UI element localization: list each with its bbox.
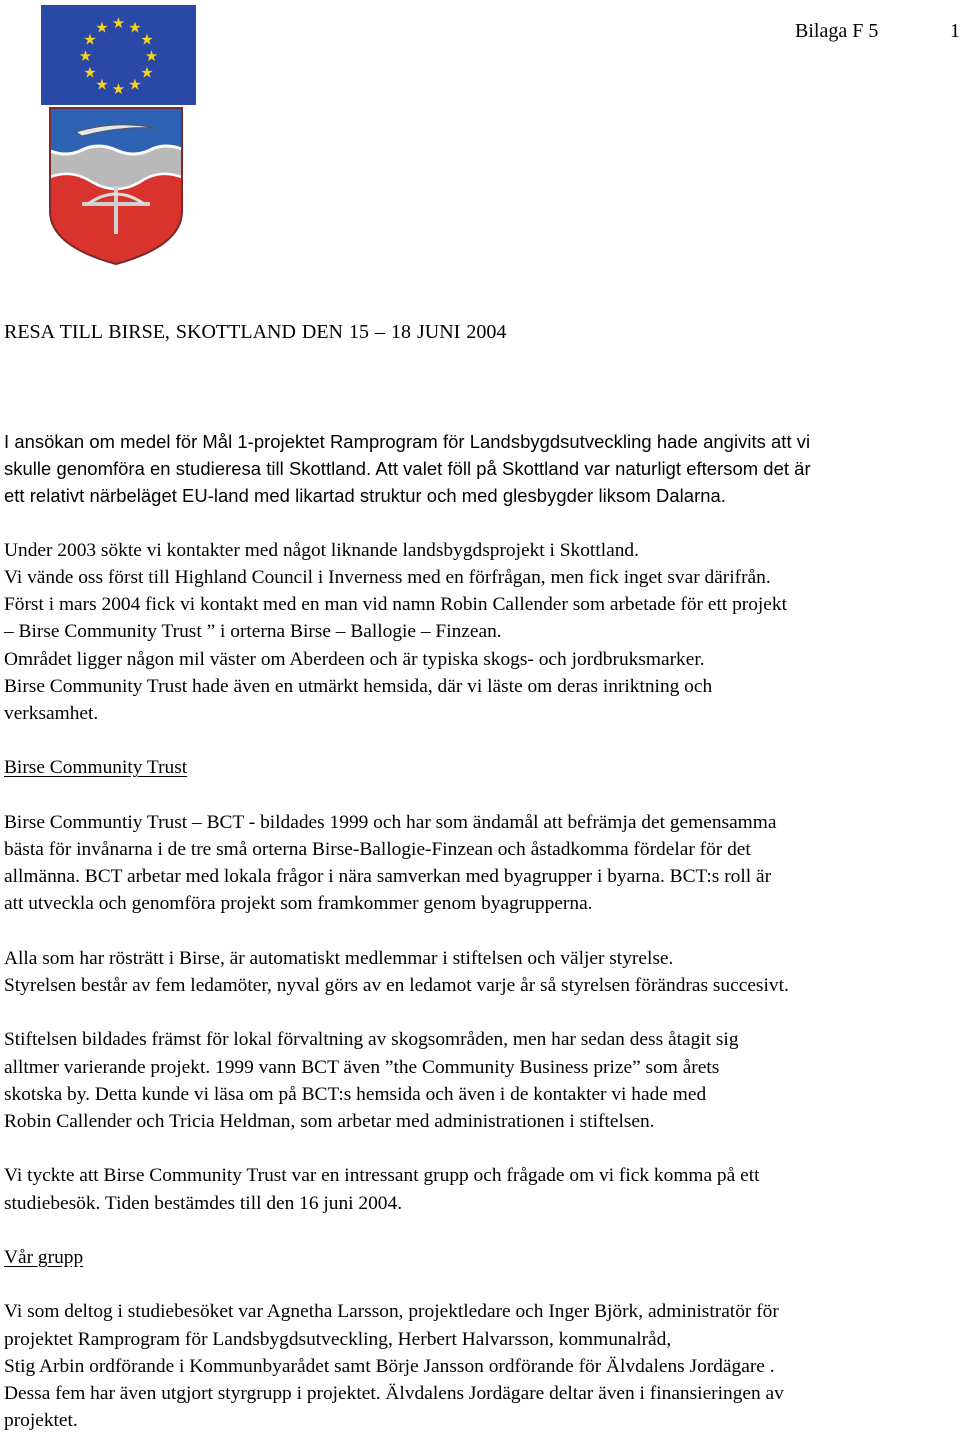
paragraph-foundation <box>4 1026 960 1135</box>
paragraph-intro <box>4 428 960 510</box>
text-line: alltmer varierande projekt. 1999 vann BCT även ”the Community Business prize” som årets <box>4 1056 720 1078</box>
svg-text:★: ★ <box>144 47 159 65</box>
text-line: Stiftelsen bildades främst för lokal förvaltning av skogsområden, men har sedan dess åtagit sig <box>4 1029 739 1051</box>
svg-text:★: ★ <box>128 75 142 94</box>
svg-text:★: ★ <box>128 18 142 37</box>
text-line: skotska by. Detta kunde vi läsa om på BCT:s hemsida och även i de kontakter vi hade med <box>4 1083 707 1105</box>
text-line: Birse Community Trust hade även en utmärkt hemsida, där vi läste om deras inriktning och <box>4 675 713 697</box>
text-line: ett relativt närbeläget EU-land med likartad struktur och med glesbygder liksom Dalarna. <box>4 485 726 507</box>
text-line: skulle genomföra en studieresa till Skottland. Att valet föll på Skottland var naturligt eftersom det är <box>4 458 811 480</box>
svg-text:★: ★ <box>83 63 97 82</box>
heading-text: Birse Community Trust <box>4 757 188 779</box>
section-heading-group <box>4 1244 960 1271</box>
paragraph-visit <box>4 1162 960 1216</box>
text-line: Området ligger någon mil väster om Aberdeen och är typiska skogs- och jordbruksmarker. <box>4 648 705 670</box>
svg-text:★: ★ <box>95 75 109 94</box>
text-line: Robin Callender och Tricia Heldman, som arbetar med administrationen i stiftelsen. <box>4 1111 655 1132</box>
text-line: Först i mars 2004 fick vi kontakt med en man vid namn Robin Callender som arbetade för ett projekt <box>4 594 787 616</box>
document-body <box>4 428 960 1434</box>
text-line: Alla som har rösträtt i Birse, är automatiskt medlemmar i stiftelsen och väljer styrelse. <box>4 947 674 969</box>
text-line: Styrelsen består av fem ledamöter, nyval görs av en ledamot varje år så styrelsen förändras succesivt. <box>4 975 789 996</box>
svg-text:★: ★ <box>111 80 126 98</box>
svg-text:★: ★ <box>83 30 97 49</box>
paragraph-contact <box>4 537 960 727</box>
municipal-crest-icon <box>48 106 184 266</box>
text-line: att utveckla och genomföra projekt som framkommer genom byagrupperna. <box>4 893 593 915</box>
text-line: – Birse Community Trust ” i orterna Birse – Ballogie – Finzean. <box>4 621 502 643</box>
text-line: Vi tyckte att Birse Community Trust var en intressant grupp och frågade om vi fick komma på ett <box>4 1165 760 1187</box>
text-line: Birse Communtiy Trust – BCT - bildades 1999 och har som ändamål att befrämja det gemensamma <box>4 811 777 833</box>
text-line: bästa för invånarna i de tre små orterna Birse-Ballogie-Finzean och åstadkomma fördelar för det <box>4 839 751 860</box>
text-line: projektet Ramprogram för Landsbygdsutveckling, Herbert Halvarsson, kommunalråd, <box>4 1328 672 1350</box>
page-number: 1 <box>950 20 960 42</box>
svg-text:★: ★ <box>95 18 109 37</box>
header-label: Bilaga F 5 <box>795 20 879 42</box>
text-line: Under 2003 sökte vi kontakter med något liknande landsbygdsprojekt i Skottland. <box>4 539 639 561</box>
svg-text:★: ★ <box>140 63 154 82</box>
svg-text:★: ★ <box>111 14 126 32</box>
text-line: Vi som deltog i studiebesöket var Agnetha Larsson, projektledare och Inger Björk, administratör för <box>4 1301 779 1323</box>
paragraph-group <box>4 1298 960 1434</box>
eu-flag-icon <box>41 5 196 105</box>
text-line: allmänna. BCT arbetar med lokala frågor i nära samverkan med byagrupper i byarna. BCT:s roll är <box>4 866 772 888</box>
paragraph-bct-about <box>4 809 960 918</box>
text-line: projektet. <box>4 1410 78 1432</box>
heading-text: Vår grupp <box>4 1246 84 1268</box>
text-line: Vi vände oss först till Highland Council i Inverness med en förfrågan, men fick inget svar därifrån. <box>4 567 771 588</box>
text-line: Stig Arbin ordförande i Kommunbyarådet samt Börje Jansson ordförande för Älvdalens Jordägare . <box>4 1355 775 1377</box>
text-line: Dessa fem har även utgjort styrgrupp i projektet. Älvdalens Jordägare deltar även i finansieringen av <box>4 1382 784 1404</box>
document-title: RESA TILL BIRSE, SKOTTLAND DEN 15 – 18 JUNI 2004 <box>4 321 507 343</box>
svg-text:★: ★ <box>140 30 154 49</box>
svg-text:★: ★ <box>78 47 93 65</box>
text-line: I ansökan om medel för Mål 1-projektet Ramprogram för Landsbygdsutveckling hade angivits att vi <box>4 431 811 452</box>
text-line: verksamhet. <box>4 703 99 725</box>
paragraph-membership <box>4 945 960 999</box>
section-heading-bct <box>4 754 960 781</box>
text-line: studiebesök. Tiden bestämdes till den 16 juni 2004. <box>4 1192 403 1214</box>
